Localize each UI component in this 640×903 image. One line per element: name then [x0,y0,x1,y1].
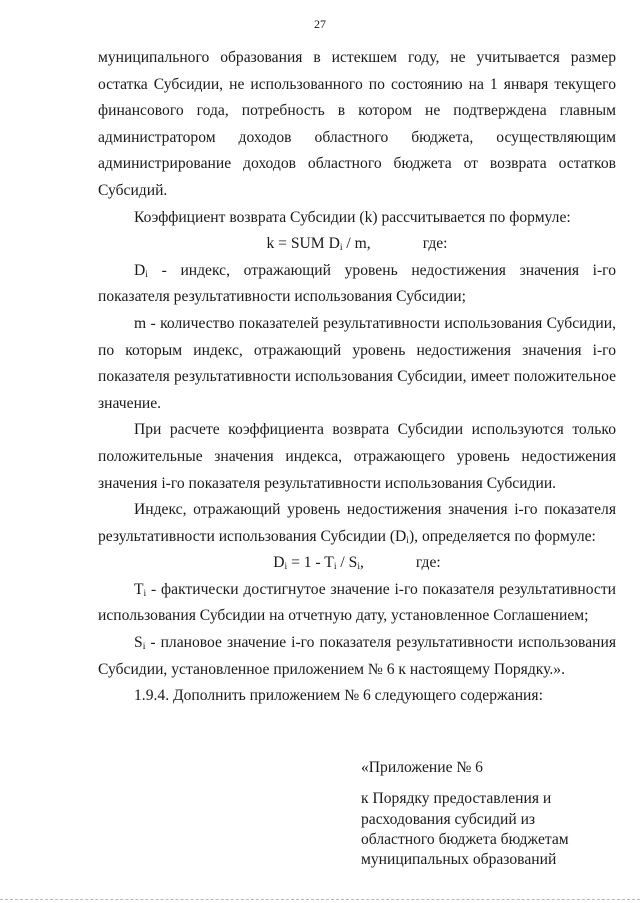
appendix-line: к Порядку предоставления и [361,790,552,808]
formula-d-subscript: i [284,561,288,573]
appendix-line: расходования субсидий из [361,810,536,828]
document-body [98,45,616,710]
paragraph-index-intro [98,497,616,550]
index-intro-text: Индекс, отражающий уровень недостижения значения i-го показателя результативности использования Субсидии (D [98,501,616,545]
formula-mid: = 1 - T [287,554,334,572]
paragraph-definition-si [98,630,616,683]
paragraph-positive-values: При расчете коэффициента возврата Субсидии используются только положительные значения индекса, отражающего уровень недостижения значения i-го показателя результативности использования Субсидии. [98,421,616,492]
symbol-t: T [134,580,144,598]
definition-text: - плановое значение i-го показателя результативности использования Субсидии, установленное приложением № 6 к настоящему Порядку.». [98,634,616,678]
formula-div: / S [336,554,358,572]
formula-t-subscript: i [333,561,337,573]
paragraph-definition-ti [98,577,616,630]
index-intro-after: ), определяется по формуле: [408,527,596,545]
index-intro-subscript: i [406,534,409,546]
formula-s-subscript: i [357,561,361,573]
formula-rhs: / m, [342,235,371,253]
appendix-header [361,758,611,870]
symbol-subscript: i [145,268,148,280]
formula-end: , [360,554,364,572]
paragraph-definition-m: m - количество показателей результативности использования Субсидии, по которым индекс, отражающий уровень недостижения значения i-го показателя результативности использования Субсидии, имеет положительное значение. [98,314,616,412]
symbol-d: D [134,261,146,279]
formula-where: где: [415,554,441,572]
paragraph-amendment: 1.9.4. Дополнить приложением № 6 следующего содержания: [134,687,543,705]
formula-lhs: k = SUM D [266,235,340,253]
definition-text: - фактически достигнутое значение i-го показателя результативности использования Субсидии на отчетную дату, установленное Соглашением; [98,580,616,625]
appendix-line: муниципальных образований [361,851,557,869]
paragraph-continuation: муниципального образования в истекшем году, не учитывается размер остатка Субсидии, не использованного по состоянию на 1 января текущего финансового года, потребность в котором не подтверждена главным администратором доходов областного бюджета, осуществляющим администрирование доходов областного бюджета от возврата остатков Субсидий. [98,49,616,199]
symbol-s: S [134,634,143,652]
paragraph-coefficient-intro: Коэффициент возврата Субсидии (k) рассчитывается по формуле: [134,208,571,226]
definition-text: - индекс, отражающий уровень недостижения значения i-го показателя результативности использования Субсидии; [98,261,616,306]
appendix-title: «Приложение № 6 [361,759,483,776]
page-bottom-edge [0,899,640,900]
appendix-line: областного бюджета бюджетам [361,830,569,848]
formula-d: D [273,554,285,572]
formula-index [98,550,616,577]
formula-subscript: i [339,242,343,254]
paragraph-definition-di [98,258,616,311]
page-number: 27 [314,17,326,31]
symbol-subscript: i [143,588,147,599]
formula-where: где: [422,235,448,253]
symbol-subscript: i [142,641,146,653]
formula-return-coefficient [98,231,616,258]
